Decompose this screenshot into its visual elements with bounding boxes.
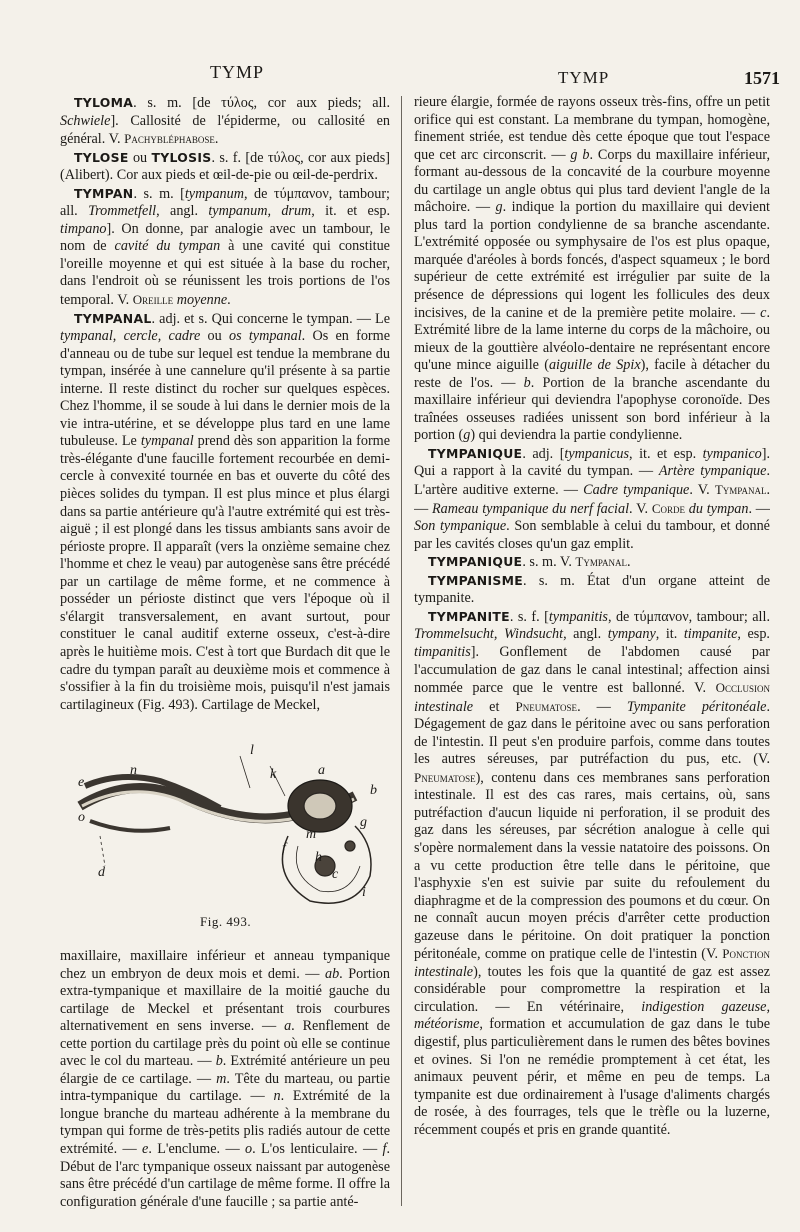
figure-legend-continued: rieure élargie, formée de rayons osseux très-fins, offre un petit orifice qui est constant. La membrane du tympan, homogène, finement striée, est tendue dès cette époque que tout l'espace que cet arc circonscrit. — g b. Corps du maxillaire inférieur, formant au-dessous de la concavité de la courbure moyenne du cartilage un angle obtus qui plus tard devient l'angle de la mâchoire. — g. indique la portion du maxillaire qui devient plus tard la portion condylienne de sa branche ascendante. L'extrémité opposée ou symphysaire de l'os est plus opaque, marquée d'aréoles à bords foncés, d'aspect squameux ; le bord supérieur de cette extrémité est irrégulier par suite de la présence de dépressions qui logent les follicules des deux incisives, de la canine et de la première petite molaire. — c. Extrémité libre de la lame interne du corps de la mâchoire, ou mieux de la gouttière alvéolo-dentaire ne représentant encore qu'une mince aiguille (aiguille de Spix), facile à détacher du reste de l'os. — b. Portion de la branche ascendante du maxillaire inférieur qui deviendra l'apophyse coronoïde. Des traînées osseuses radiées unissent son bord inférieur à la portion (g) qui deviendra la partie condylienne. — [414, 94, 770, 444]
fig-label-n: n — [130, 763, 137, 778]
entry-tyloma: TYLOMA. s. m. [de τύλος, cor aux pieds; all. Schwiele]. Callosité de l'épiderme, ou callosité en général. V. Pachybléphabose. — [60, 95, 390, 148]
fig-label-b: b — [370, 783, 377, 798]
figure-493-embryo-cartilage — [70, 726, 390, 926]
entry-tympanique-adj: TYMPANIQUE. adj. [tympanicus, it. et esp. tympanico]. Qui a rapport à la cavité du tympan. — Artère tympanique. L'artère auditive externe. — Cadre tympanique. V. Tympanal. — Rameau tympanique du nerf facial. V. Corde du tympan. — Son tympanique. Son semblable à celui du tambour, et donné par les cavités closes qu'un gaz emplit. — [414, 445, 770, 552]
fig-label-g: g — [360, 815, 367, 830]
fig-label-m: m — [306, 827, 317, 842]
entry-tympanite: TYMPANITE. s. f. [tympanitis, de τύμπανον, tambour; all. Trommelsucht, Windsucht, angl. tympany, it. timpanite, esp. timpanitis]. Gonflement de l'abdomen causé par l'accumulation de gaz dans le canal intestinal; affection ainsi nommée parce que le ventre est ballonné. V. Occlusion intestinale et Pneumatose. — Tympanite péritonéale. Dégagement de gaz dans le péritoine avec ou sans perforation de l'intestin. Il peut s'en produire parfois, comme dans toutes les autres séreuses, par putréfaction du pus, etc. (V. Pneumatose), contenu dans ces membranes sans perforation intestinale. Il est des cas rares, mais certains, où, sans putréfaction d'aucun liquide ni perforation, il se produit des gaz dans les séreuses, par sécrétion analogue à celle qui s'opère normalement dans la vessie natatoire des poissons. On a vu cette production être telle dans le péritoine, que l'asphyxie s'en est suivie par suite du refoulement du diaphragme et de la compression des poumons et du cœur. On ne connaît aucun moyen précis d'arrêter cette production gazeuse dans le péritoine. On doit pratiquer la ponction péritonéale, comme on pratique celle de l'intestin (V. Ponction intestinale), toutes les fois que la quantité de gaz est assez considérable pour compromettre la respiration et la circulation. — En vétérinaire, indigestion gazeuse, météorisme, formation et accumulation de gaz dans le tube digestif, plus particulièrement dans le rumen des bêtes bovines et ovines. Si l'on ne remédie promptement à cet état, les animaux peuvent périr, et même en peu de temps. La tympanite est due ordinairement à l'usage d'aliments chargés de rosée, à des fourrages, tels que le trèfle ou la luzerne, récemment coupés et pris en grande quantité. — [414, 608, 770, 1138]
fig-label-l: l — [250, 743, 254, 758]
running-head-right: TYMP — [558, 68, 610, 87]
entry-tylose: TYLOSE ou TYLOSIS. s. f. [de τύλος, cor aux pieds] (Alibert). Cor aux pieds et œil-de-pie ou œil-de-perdrix. — [60, 149, 390, 184]
entry-tympanal: TYMPANAL. adj. et s. Qui concerne le tympan. — Le tympanal, cercle, cadre ou os tympanal. Os en forme d'anneau ou de tube sur lequel est tendue la membrane du tympan, insérée à une cannelure qu'il présente à sa partie interne. Il reste distinct du rocher sur quelques espèces. Chez l'homme, il se soude à lui dans le dernier mois de la vie intra-utérine, et se développe plus tard en une lame tubuleuse. Le tympanal prend dès son apparition la forme très-élégante d'une faucille fortement recourbée en demi-cercle à convexité tournée en bas et ouverte du côté des pièces solides du tympan. Il est plus mince et plus élargi dans sa partie antérieure qu'à l'autre extrémité qui est très-aiguë ; il est plongé dans les tissus ambiants sans avoir de périoste propre. Il apparaît (vers la onzième semaine chez l'homme et chez le veau) par autogenèse sans être précédé par un cartilage de même forme, et ne commence à posséder un périoste distinct que vers l'époque où il s'élargit transversalement, en avant surtout, pour constituer le canal auditif externe osseux, c'est-à-dire après le huitième mois. C'est à tort que Burdach dit que le cadre du tympan paraît au deuxième mois et commence à s'ossifier à la fin du troisième mois, puisqu'il n'est jamais cartilagineux (Fig. 493). Cartilage de Meckel, — [60, 310, 390, 713]
fig-label-d: d — [98, 865, 105, 880]
right-column — [414, 94, 770, 1206]
entry-tympanisme: TYMPANISME. s. m. État d'un organe atteint de tympanite. — [414, 572, 770, 607]
column-divider — [401, 96, 402, 1206]
fig-label-a: a — [318, 763, 325, 778]
left-column-bottom — [60, 948, 390, 1211]
running-head-left: TYMP — [210, 62, 265, 82]
figure-legend: maxillaire, maxillaire inférieur et anneau tympanique chez un embryon de deux mois et demi. — ab. Portion extra-tympanique et maxillaire de la moitié gauche du cartilage de Meckel et présentant trois courbures alternativement en sens inverse. — a. Renflement de cette portion du cartilage près du point où elle se continue avec le col du marteau. — b. Extrémité antérieure un peu élargie de ce cartilage. — m. Tête du marteau, ou partie intra-tympanique du cartilage. — n. Extrémité de la longue branche du marteau adhérente à la membrane du tympan qui forme de très-petits plis radiés autour de cette extrémité. — e. L'enclume. — o. L'os lenticulaire. — f. Début de l'arc tympanique osseux naissant par autogenèse sans être précédé d'un cartilage de même forme. Il offre la configuration générale d'une faucille ; sa partie anté- — [60, 948, 390, 1210]
fig-label-k: k — [270, 767, 277, 782]
fig-label-e: e — [78, 775, 85, 790]
entry-tympan: TYMPAN. s. m. [tympanum, de τύμπανον, tambour; all. Trommetfell, angl. tympanum, drum, it. et esp. timpano]. On donne, par analogie avec un tambour, le nom de cavité du tympan à une cavité qui constitue l'oreille moyenne et qui est située à la base du rocher, dans l'endroit où se réunissent les trois portions de l'os temporal. V. Oreille moyenne. — [60, 185, 390, 309]
left-column — [60, 94, 390, 724]
fig-label-h: h — [315, 850, 322, 865]
page-header — [60, 56, 780, 86]
fig-label-f: f — [282, 841, 286, 856]
page-number: 1571 — [744, 68, 780, 88]
fig-label-o: o — [78, 810, 85, 825]
entry-tympanique-noun: TYMPANIQUE. s. m. V. Tympanal. — [428, 554, 631, 571]
fig-label-i: i — [362, 885, 366, 900]
fig-label-c: c — [332, 867, 339, 882]
figure-caption: Fig. 493. — [200, 914, 252, 929]
